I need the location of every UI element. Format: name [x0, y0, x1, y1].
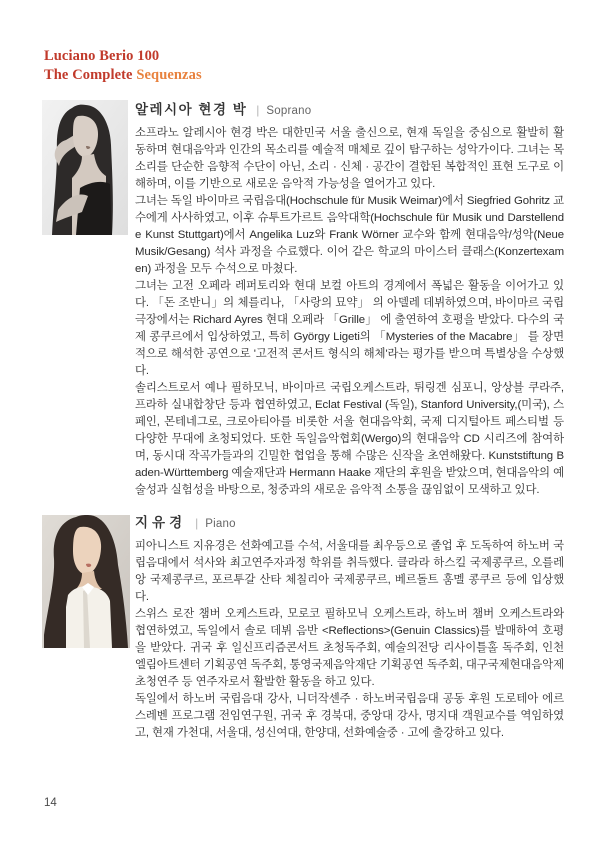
- bio-title-piano: [135, 511, 564, 532]
- bio-paragraph: 그녀는 독일 바이마르 국립음대(Hochschule für Musik Weimar)에서 Siegfried Gohritz 교수에게 사사하였고, 이후 슈투트가르트 음악대학(Hochschule für Musik und Darstellende Kunst Stuttgart)에서 Angelika Luz와 Frank Wörner 교수와 함께 현대음악/성악(Neue Musik/Gesang) 석사 과정을 수료했다. 이어 같은 학교의 마이스터 클래스(Konzertexamen) 과정을 모두 수석으로 마쳤다.: [135, 195, 564, 275]
- bio-piano: [135, 511, 564, 742]
- portrait-photo-piano-image: [42, 515, 130, 648]
- portrait-photo-soprano-image: [42, 100, 128, 235]
- title-separator: |: [195, 516, 199, 530]
- header-title-line1: Luciano Berio 100: [44, 48, 160, 64]
- performer-role: Piano: [205, 518, 236, 530]
- bio-text-piano: [135, 538, 564, 742]
- page-header: [44, 47, 202, 85]
- page-number: 14: [44, 797, 57, 809]
- header-title-line2-dark: The Complete: [44, 67, 133, 83]
- header-title-line2-light: Sequenzas: [136, 67, 202, 83]
- bio-soprano: [135, 98, 564, 499]
- bio-paragraph: 소프라노 알레시아 현경 박은 대한민국 서울 출신으로, 현재 독일을 중심으로 활발히 활동하며 현대음악과 인간의 목소리를 예술적 매체로 깊이 탐구하는 성악가이다. 그녀는 목소리를 단순한 음향적 수단이 아닌, 소리 · 신체 · 공간이 결합된 복합적인 표현 도구로 이해하며, 이를 기반으로 새로운 음악적 가능성을 열어가고 있다.: [135, 127, 564, 190]
- performer-name: 지유경: [135, 515, 187, 530]
- bio-paragraph: 솔리스트로서 예나 필하모닉, 바이마르 국립오케스트라, 튀링겐 심포니, 앙상블 쿠라주, 프라하 실내합창단 등과 협연하였고, Eclat Festival (독일), Stanford University,(미국), 스페인, 몬테네그로, 크로아티아를 비롯한 서울 현대음악회, 국제 디지털아트 페스티벌 등 다양한 무대에 초청되었다. 또한 독일음악협회(Wergo)의 현대음악 CD 시리즈에 참여하며, 동시대 작곡가들과의 긴밀한 협업을 통해 수많은 신작을 초연해왔다. Kunststiftung Baden-Württemberg 예술재단과 Hermann Haake 재단의 후원을 받았으며, 현대음악의 예술성과 실험성을 바탕으로, 청중과의 새로운 음악적 소통을 끊임없이 모색하고 있다.: [135, 382, 564, 496]
- title-separator: |: [256, 103, 260, 117]
- portrait-photo-piano: [42, 515, 130, 648]
- performer-name: 알레시아 현경 박: [135, 102, 248, 117]
- portrait-photo-soprano: [42, 100, 128, 235]
- bio-paragraph: 스위스 로잔 챔버 오케스트라, 모로코 필하모닉 오케스트라, 하노버 챔버 오케스트라와 협연하였고, 독일에서 솔로 데뷔 음반 <Reflections>(Genuin Classics)를 발매하여 호평을 받았다. 귀국 후 일신프리즘콘서트 초청독주회, 예술의전당 리사이틀홀 독주회, 인천 엘림아트센터 기획공연 독주회, 통영국제음악재단 기획공연 독주회, 대구국제현대음악제 초청연주 등 연주자로서 활발한 활동을 하고 있다.: [135, 608, 564, 688]
- bio-paragraph: 피아니스트 지유경은 선화예고를 수석, 서울대를 최우등으로 졸업 후 도독하여 하노버 국립음대에서 석사와 최고연주자과정 학위를 취득했다. 클라라 하스킬 국제콩쿠르, 오를레앙 국제콩쿠르, 포르투갈 산타 체칠리아 국제콩쿠르, 베르돌트 훔멜 콩쿠르 등에 입상했다.: [135, 540, 564, 603]
- bio-paragraph: 독일에서 하노버 국립음대 강사, 니더작센주 · 하노버국립음대 공동 후원 도로테아 에르스레벤 프로그램 전임연구원, 귀국 후 경북대, 중앙대 강사, 명지대 객원교수를 역임하였고, 현재 가천대, 서울대, 성신여대, 한양대, 선화예술중 · 고에 출강하고 있다.: [135, 693, 564, 739]
- header-title-line2: [44, 66, 202, 85]
- bio-paragraph: 그녀는 고전 오페라 레퍼토리와 현대 보컬 아트의 경계에서 폭넓은 활동을 이어가고 있다. 「돈 조반니」의 체를리나, 「사랑의 묘약」 의 아델레 데뷔하였으며, 바이마르 국립극장에서는 Richard Ayres 현대 오페라 「Grille」 에 출연하여 호평을 받았다. 다수의 국제 콩쿠르에서 입상하였고, 특히 György Ligeti의 「Mysteries of the Macabre」 를 장면적으로 해석한 공연으로 '고전적 콘서트 형식의 해체'라는 평가를 받으며 특별상을 수상했다.: [135, 280, 564, 377]
- bio-text-soprano: [135, 125, 564, 499]
- bio-title-soprano: [135, 98, 564, 119]
- performer-role: Soprano: [266, 105, 312, 117]
